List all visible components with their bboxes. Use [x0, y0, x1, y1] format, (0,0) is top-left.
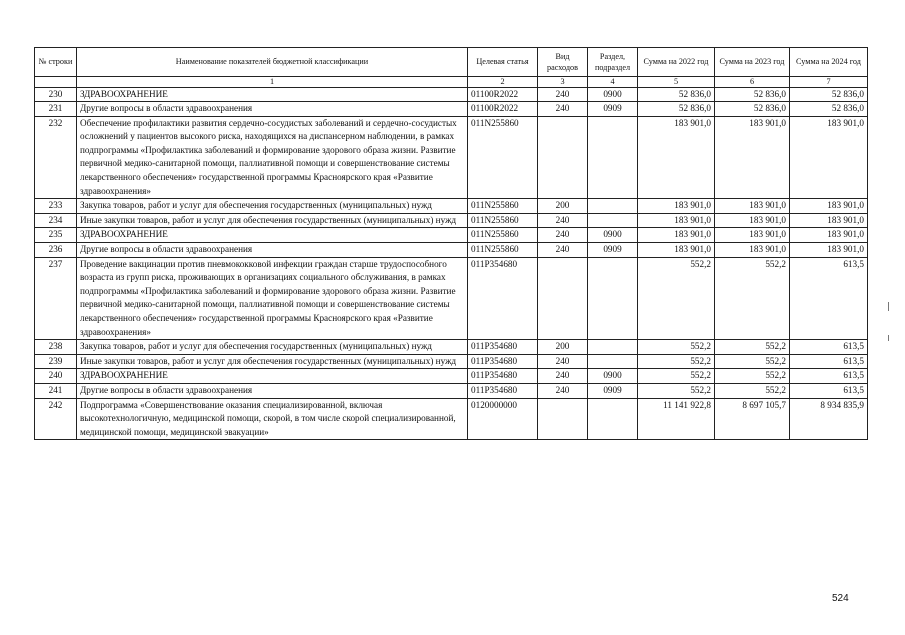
expense-type-cell [538, 398, 588, 440]
section-cell [588, 213, 638, 228]
section-cell [588, 257, 638, 340]
table-row [35, 383, 868, 398]
target-article-cell: 011N255860 [468, 213, 538, 228]
indicator-name-cell: Проведение вакцинации против пневмококковой инфекции граждан старше трудоспособного возраста из групп риска, проживающих в организациях социального обслуживания, в рамках подпрограммы «Профилактика заболеваний и формирование здорового образа жизни. Развитие первичной медико-санитарной помощи, паллиативной помощи и совершенствование системы лекарственного обеспечения» государственной программы Красноярского края «Развитие здравоохранения» [77, 257, 468, 340]
indicator-name-cell: Иные закупки товаров, работ и услуг для обеспечения государственных (муниципальных) нужд [77, 213, 468, 228]
expense-type-cell: 240 [538, 213, 588, 228]
sum-2022-cell: 183 901,0 [638, 213, 715, 228]
expense-type-cell: 240 [538, 383, 588, 398]
sum-2024-cell: 183 901,0 [790, 243, 868, 258]
sum-2024-cell: 613,5 [790, 340, 868, 355]
indicator-name-cell: Иные закупки товаров, работ и услуг для обеспечения государственных (муниципальных) нужд [77, 354, 468, 369]
section-cell: 0900 [588, 87, 638, 102]
header-expense-type: Вид расходов [538, 48, 588, 77]
row-number-cell: 239 [35, 354, 77, 369]
header-row-number: № строки [35, 48, 77, 77]
section-cell [588, 398, 638, 440]
expense-type-cell: 240 [538, 354, 588, 369]
sum-2024-cell: 183 901,0 [790, 213, 868, 228]
column-number: 4 [588, 77, 638, 88]
expense-type-cell [538, 116, 588, 199]
sum-2024-cell: 183 901,0 [790, 199, 868, 214]
expense-type-cell: 200 [538, 199, 588, 214]
target-article-cell: 011N255860 [468, 199, 538, 214]
expense-type-cell: 240 [538, 102, 588, 117]
indicator-name-cell: Обеспечение профилактики развития сердечно-сосудистых заболеваний и сердечно-сосудистых осложнений у пациентов высокого риска, находящихся на диспансерном наблюдении, в рамках подпрограммы «Профилактика заболеваний и формирование здорового образа жизни. Развитие первичной медико-санитарной помощи, паллиативной помощи и совершенствование системы лекарственного обеспечения» государственной программы Красноярского края «Развитие здравоохранения» [77, 116, 468, 199]
target-article-cell: 01100R2022 [468, 87, 538, 102]
sum-2024-cell: 613,5 [790, 257, 868, 340]
expense-type-cell: 240 [538, 87, 588, 102]
row-number-cell: 238 [35, 340, 77, 355]
table-row [35, 398, 868, 440]
expense-type-cell: 200 [538, 340, 588, 355]
sum-2024-cell: 613,5 [790, 369, 868, 384]
sum-2022-cell: 552,2 [638, 340, 715, 355]
sum-2023-cell: 183 901,0 [715, 228, 790, 243]
indicator-name-cell: Закупка товаров, работ и услуг для обеспечения государственных (муниципальных) нужд [77, 199, 468, 214]
column-number: 6 [715, 77, 790, 88]
sum-2022-cell: 552,2 [638, 369, 715, 384]
scan-mark [888, 335, 889, 341]
section-cell [588, 340, 638, 355]
row-number-cell: 234 [35, 213, 77, 228]
column-number: 3 [538, 77, 588, 88]
target-article-cell: 0120000000 [468, 398, 538, 440]
sum-2022-cell: 552,2 [638, 383, 715, 398]
sum-2023-cell: 552,2 [715, 257, 790, 340]
table-row [35, 213, 868, 228]
sum-2022-cell: 183 901,0 [638, 228, 715, 243]
indicator-name-cell: Другие вопросы в области здравоохранения [77, 102, 468, 117]
expense-type-cell: 240 [538, 369, 588, 384]
sum-2023-cell: 552,2 [715, 383, 790, 398]
budget-table [34, 47, 868, 440]
column-number: 7 [790, 77, 868, 88]
table-row [35, 116, 868, 199]
indicator-name-cell: Подпрограмма «Совершенствование оказания специализированной, включая высокотехнологичную, медицинской помощи, скорой, в том числе скорой специализированной, медицинской помощи, медицинской эвакуации» [77, 398, 468, 440]
sum-2022-cell: 52 836,0 [638, 102, 715, 117]
indicator-name-cell: ЗДРАВООХРАНЕНИЕ [77, 87, 468, 102]
row-number-cell: 237 [35, 257, 77, 340]
target-article-cell: 011P354680 [468, 340, 538, 355]
expense-type-cell [538, 257, 588, 340]
sum-2023-cell: 183 901,0 [715, 116, 790, 199]
section-cell [588, 354, 638, 369]
indicator-name-cell: Другие вопросы в области здравоохранения [77, 243, 468, 258]
sum-2024-cell: 183 901,0 [790, 116, 868, 199]
row-number-cell: 231 [35, 102, 77, 117]
section-cell: 0900 [588, 228, 638, 243]
column-number: 5 [638, 77, 715, 88]
sum-2023-cell: 552,2 [715, 340, 790, 355]
sum-2023-cell: 183 901,0 [715, 243, 790, 258]
page-number: 524 [832, 593, 849, 604]
row-number-cell: 240 [35, 369, 77, 384]
table-row [35, 228, 868, 243]
row-number-cell: 235 [35, 228, 77, 243]
indicator-name-cell: Закупка товаров, работ и услуг для обеспечения государственных (муниципальных) нужд [77, 340, 468, 355]
table-row [35, 87, 868, 102]
sum-2024-cell: 613,5 [790, 354, 868, 369]
row-number-cell: 241 [35, 383, 77, 398]
sum-2022-cell: 552,2 [638, 354, 715, 369]
header-sum-2024: Сумма на 2024 год [790, 48, 868, 77]
sum-2024-cell: 613,5 [790, 383, 868, 398]
sum-2023-cell: 52 836,0 [715, 87, 790, 102]
table-body [35, 87, 868, 440]
header-target-article: Целевая статья [468, 48, 538, 77]
row-number-cell: 233 [35, 199, 77, 214]
sum-2023-cell: 183 901,0 [715, 213, 790, 228]
table-row [35, 257, 868, 340]
header-sum-2022: Сумма на 2022 год [638, 48, 715, 77]
target-article-cell: 011N255860 [468, 243, 538, 258]
row-number-cell: 236 [35, 243, 77, 258]
sum-2024-cell: 52 836,0 [790, 102, 868, 117]
scan-mark [888, 302, 889, 311]
sum-2023-cell: 552,2 [715, 354, 790, 369]
table-header-row [35, 48, 868, 77]
table-row [35, 369, 868, 384]
target-article-cell: 011P354680 [468, 369, 538, 384]
sum-2023-cell: 8 697 105,7 [715, 398, 790, 440]
sum-2022-cell: 52 836,0 [638, 87, 715, 102]
sum-2022-cell: 183 901,0 [638, 116, 715, 199]
sum-2023-cell: 183 901,0 [715, 199, 790, 214]
target-article-cell: 011N255860 [468, 228, 538, 243]
table-row [35, 340, 868, 355]
column-number: 1 [77, 77, 468, 88]
sum-2022-cell: 183 901,0 [638, 199, 715, 214]
sum-2024-cell: 52 836,0 [790, 87, 868, 102]
header-name: Наименование показателей бюджетной классификации [77, 48, 468, 77]
expense-type-cell: 240 [538, 228, 588, 243]
column-number-row [35, 77, 868, 88]
table-row [35, 243, 868, 258]
target-article-cell: 01100R2022 [468, 102, 538, 117]
section-cell [588, 199, 638, 214]
sum-2022-cell: 552,2 [638, 257, 715, 340]
sum-2023-cell: 552,2 [715, 369, 790, 384]
sum-2023-cell: 52 836,0 [715, 102, 790, 117]
header-section: Раздел, подраздел [588, 48, 638, 77]
column-number [35, 77, 77, 88]
header-sum-2023: Сумма на 2023 год [715, 48, 790, 77]
indicator-name-cell: ЗДРАВООХРАНЕНИЕ [77, 228, 468, 243]
sum-2022-cell: 183 901,0 [638, 243, 715, 258]
sum-2024-cell: 183 901,0 [790, 228, 868, 243]
target-article-cell: 011N255860 [468, 116, 538, 199]
section-cell [588, 116, 638, 199]
row-number-cell: 232 [35, 116, 77, 199]
sum-2022-cell: 11 141 922,8 [638, 398, 715, 440]
column-number: 2 [468, 77, 538, 88]
target-article-cell: 011P354680 [468, 354, 538, 369]
row-number-cell: 242 [35, 398, 77, 440]
target-article-cell: 011P354680 [468, 257, 538, 340]
table-row [35, 102, 868, 117]
table-row [35, 199, 868, 214]
section-cell: 0909 [588, 383, 638, 398]
indicator-name-cell: Другие вопросы в области здравоохранения [77, 383, 468, 398]
sum-2024-cell: 8 934 835,9 [790, 398, 868, 440]
section-cell: 0909 [588, 102, 638, 117]
indicator-name-cell: ЗДРАВООХРАНЕНИЕ [77, 369, 468, 384]
section-cell: 0909 [588, 243, 638, 258]
section-cell: 0900 [588, 369, 638, 384]
row-number-cell: 230 [35, 87, 77, 102]
target-article-cell: 011P354680 [468, 383, 538, 398]
expense-type-cell: 240 [538, 243, 588, 258]
table-row [35, 354, 868, 369]
